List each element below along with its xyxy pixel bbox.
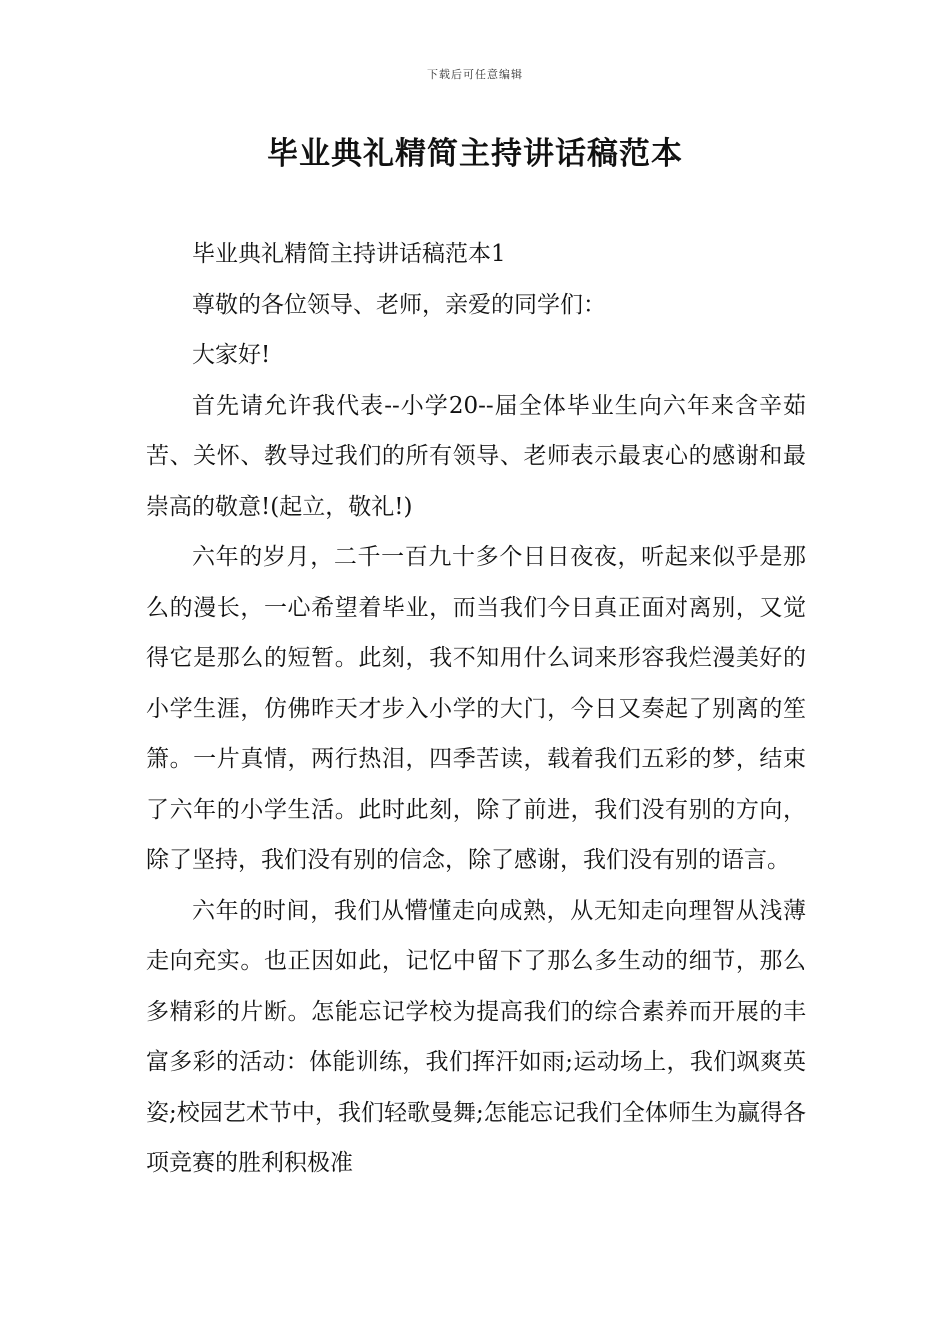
paragraph-greeting: 大家好!	[192, 342, 271, 368]
paragraph: 六年的岁月，二千一百九十多个日日夜夜，听起来似乎是那么的漫长，一心希望着毕业，而当我们今日真正面对离别，又觉得它是那么的短暂。此刻，我不知用什么词来形容我烂漫美好的小学生涯，仿佛昨天才步入小学的大门，今日又奏起了别离的笙箫。一片真情，两行热泪，四季苦读，载着我们五彩的梦，结束了六年的小学生活。此时此刻，除了前进，我们没有别的方向，除了坚持，我们没有别的信念，除了感谢，我们没有别的语言。	[146, 544, 806, 873]
paragraph: 首先请允许我代表--小学20--届全体毕业生向六年来含辛茹苦、关怀、教导过我们的所有领导、老师表示最衷心的感谢和最崇高的敬意!(起立，敬礼!)	[146, 392, 806, 520]
header-note: 下载后可任意编辑	[427, 68, 523, 81]
paragraph: 六年的时间，我们从懵懂走向成熟，从无知走向理智从浅薄走向充实。也正因如此，记忆中留下了那么多生动的细节，那么多精彩的片断。怎能忘记学校为提高我们的综合素养而开展的丰富多彩的活动：体能训练，我们挥汗如雨;运动场上，我们飒爽英姿;校园艺术节中，我们轻歌曼舞;怎能忘记我们全体师生为赢得各项竞赛的胜利积极准	[146, 897, 806, 1176]
document-body	[146, 229, 806, 1189]
paragraph-salutation: 尊敬的各位领导、老师，亲爱的同学们：	[192, 291, 606, 318]
paragraph-subtitle: 毕业典礼精简主持讲话稿范本1	[192, 241, 506, 267]
document-title: 毕业典礼精简主持讲话稿范本	[267, 136, 683, 172]
